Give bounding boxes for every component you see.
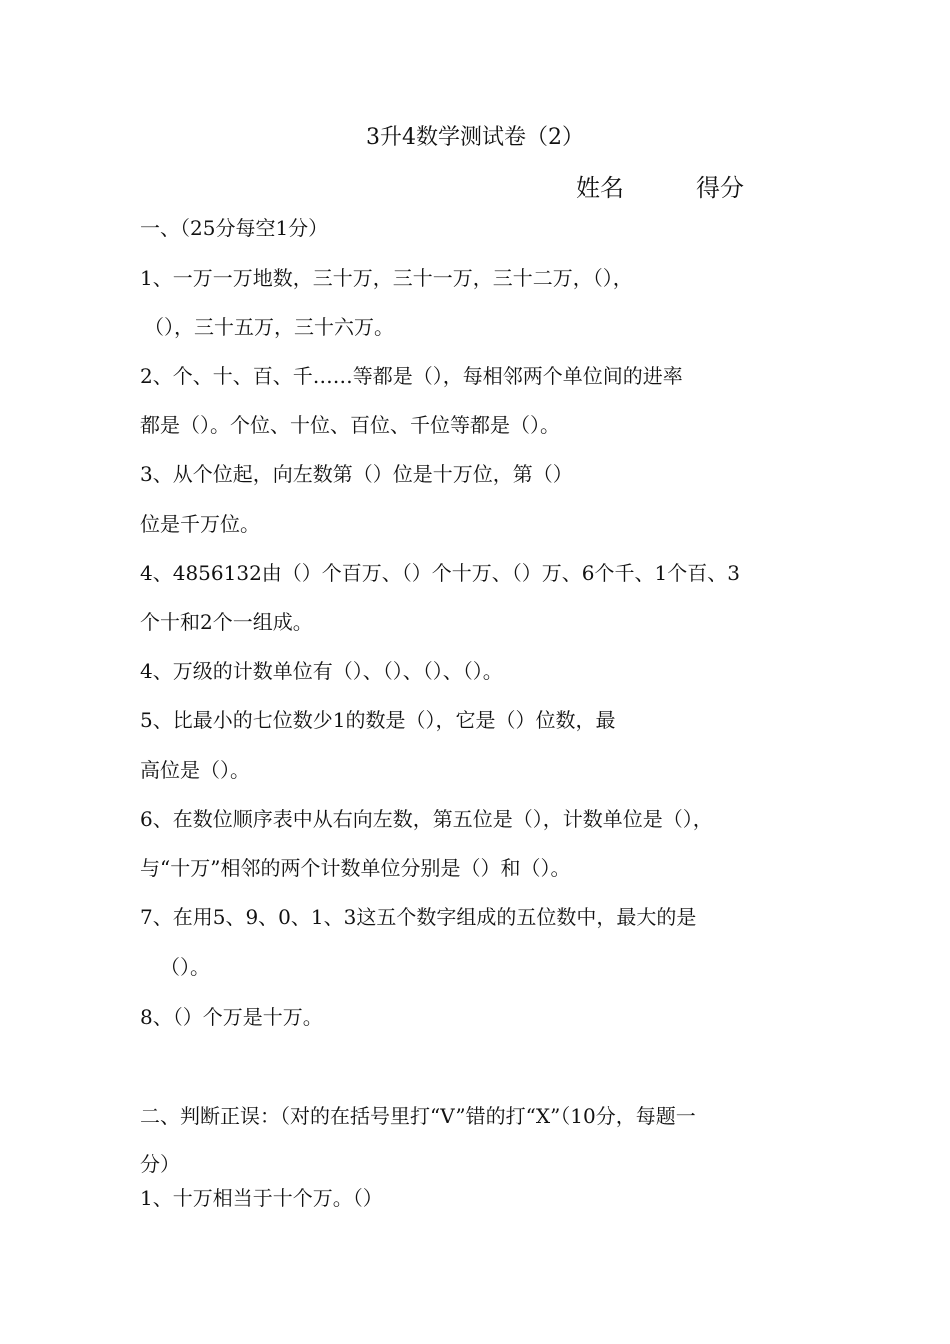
question-line: 4、万级的计数单位有（）、（）、（）、（）。 [140, 659, 503, 683]
section-one-heading: 一、（25分每空1分） [140, 216, 329, 240]
name-label: 姓名 [576, 174, 624, 202]
question-line: 2、个、十、百、千……等都是（），每相邻两个单位间的进率 [140, 364, 683, 388]
question-line: 5、比最小的七位数少1的数是（），它是（）位数，最 [140, 708, 616, 732]
score-label: 得分 [696, 174, 744, 202]
question-line: 4、4856132由（）个百万、（）个十万、（）万、6个千、1个百、3 [140, 561, 740, 585]
question-line: 位是千万位。 [140, 512, 260, 536]
section-two-heading-cont: 分） [140, 1152, 180, 1176]
question-line: （），三十五万，三十六万。 [144, 315, 394, 339]
question-line: 6、在数位顺序表中从右向左数，第五位是（），计数单位是（）， [140, 807, 713, 831]
question-line: 7、在用5、9、0、1、3这五个数字组成的五位数中，最大的是 [140, 905, 697, 929]
question-line: 与“十万”相邻的两个计数单位分别是（）和（）。 [140, 856, 571, 880]
question-line: （）。 [160, 955, 210, 979]
question-line: 1、十万相当于十个万。（） [140, 1186, 383, 1210]
question-line: 都是（）。个位、十位、百位、千位等都是（）。 [140, 413, 560, 437]
question-line: 8、（）个万是十万。 [140, 1005, 323, 1029]
section-two-heading: 二、判断正误：（对的在括号里打“V”错的打“X”（10分，每题一 [140, 1104, 696, 1128]
question-line: 3、从个位起，向左数第（）位是十万位，第（） [140, 462, 573, 486]
question-line: 个十和2个一组成。 [140, 610, 313, 634]
page-title: 3升4数学测试卷（2） [366, 125, 584, 150]
question-line: 1、一万一万地数，三十万，三十一万，三十二万，（）， [140, 266, 633, 290]
question-line: 高位是（）。 [140, 758, 250, 782]
